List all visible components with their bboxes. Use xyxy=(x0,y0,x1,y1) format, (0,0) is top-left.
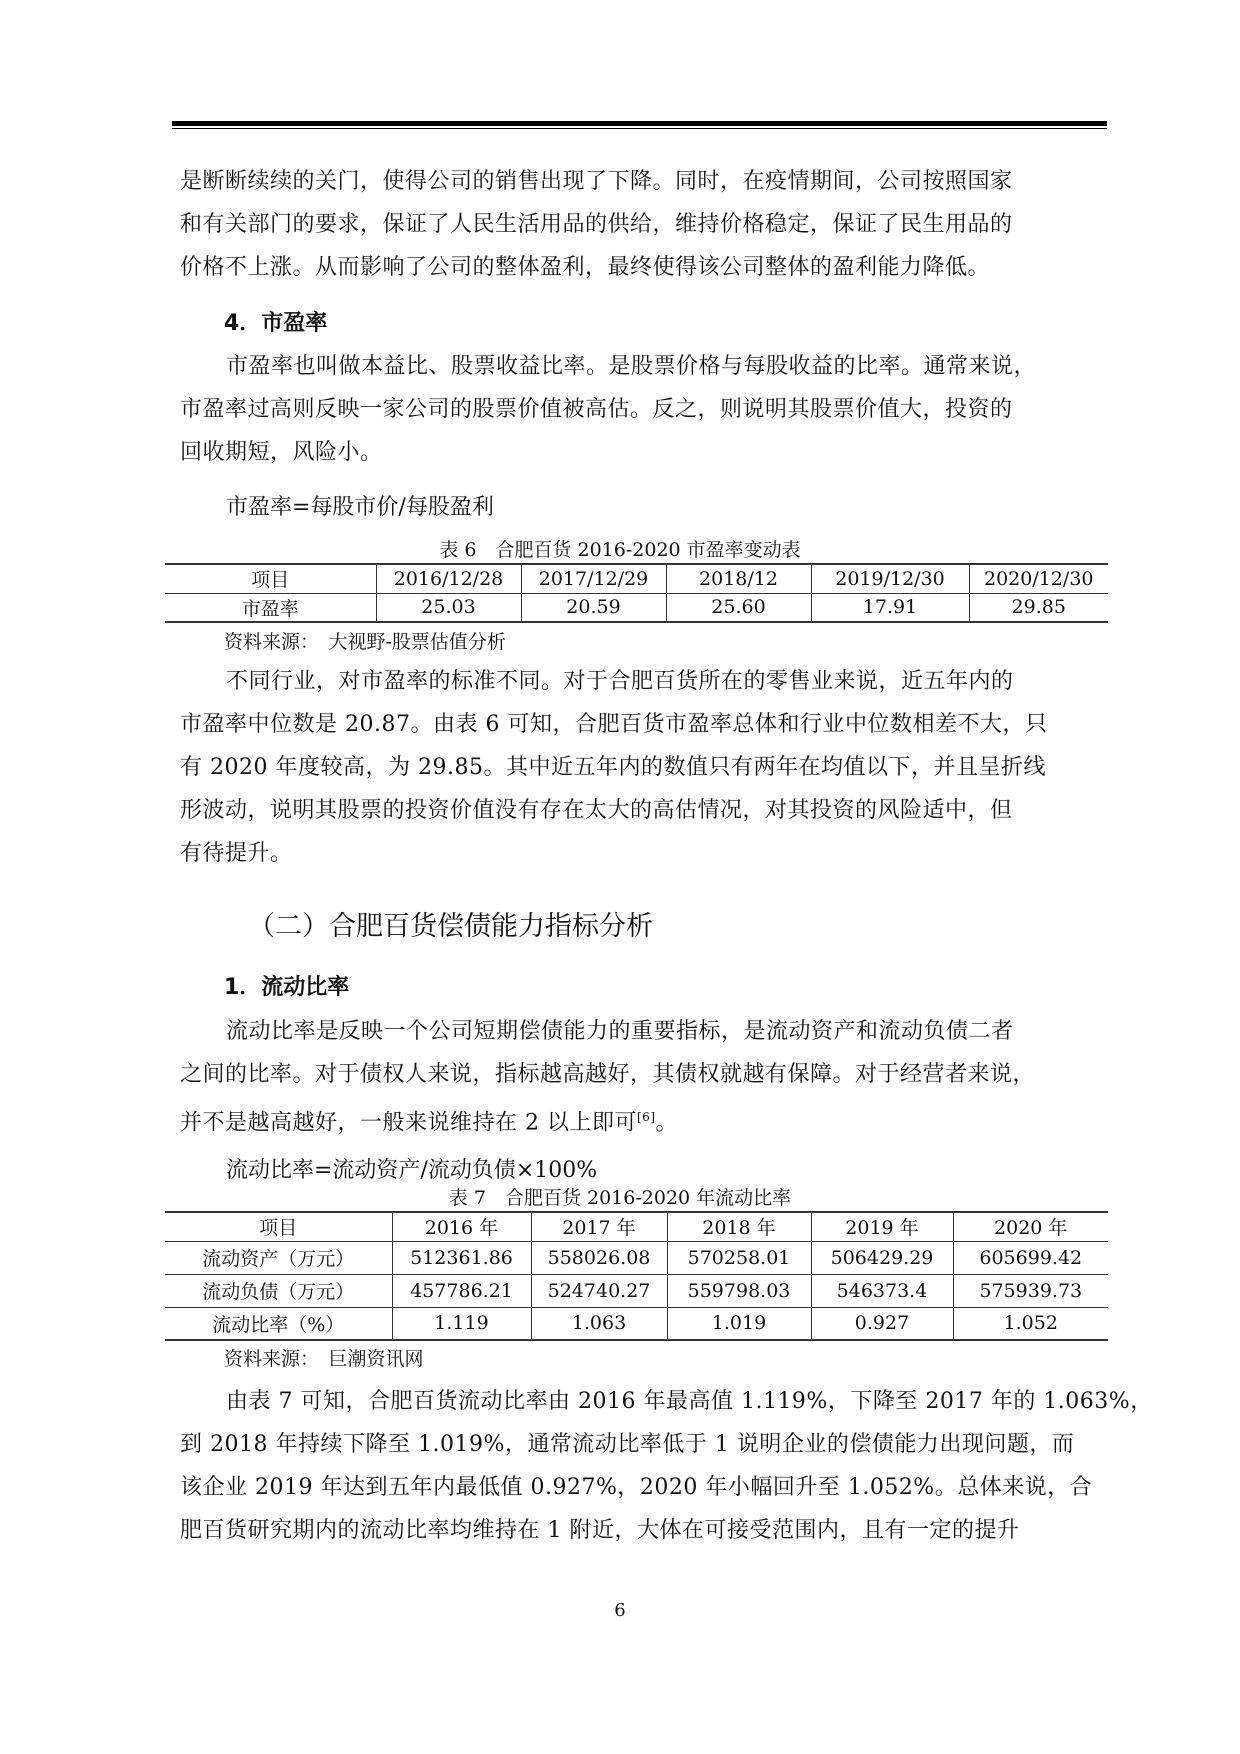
table-header-cell: 2016/12/28 xyxy=(376,564,521,593)
paragraph-line xyxy=(180,1096,1100,1144)
paragraph-line: 该企业 2019 年达到五年内最低值 0.927%，2020 年小幅回升至 1.052%。总体来说，合 xyxy=(180,1475,1093,1500)
current-ratio-formula: 流动比率=流动资产/流动负债×100% xyxy=(226,1158,598,1183)
table-header-cell: 2018/12 xyxy=(666,564,811,593)
table-header-cell: 项目 xyxy=(165,1212,392,1241)
section-heading-current-ratio: 1．流动比率 xyxy=(224,975,350,1000)
table-row xyxy=(165,1241,1108,1274)
table-cell: 1.052 xyxy=(953,1307,1108,1340)
paragraph-line: 不同行业，对市盈率的标准不同。对于合肥百货所在的零售业来说，近五年内的 xyxy=(226,669,1014,694)
table-cell: 20.59 xyxy=(521,593,666,622)
table6-header-row xyxy=(165,564,1108,593)
table-cell: 流动比率（%） xyxy=(165,1307,392,1340)
paragraph-line: 市盈率中位数是 20.87。由表 6 可知，合肥百货市盈率总体和行业中位数相差不大，只 xyxy=(180,712,1048,737)
pe-analysis-paragraph xyxy=(180,660,1100,875)
pe-ratio-formula: 市盈率=每股市价/每股盈利 xyxy=(226,495,494,520)
paragraph-text: 并不是越高越好，一般来说维持在 2 以上即可 xyxy=(180,1110,637,1136)
paragraph-line: 有待提升。 xyxy=(180,841,293,866)
table-row xyxy=(165,1274,1108,1307)
table-cell: 流动资产（万元） xyxy=(165,1241,392,1274)
table-cell: 25.03 xyxy=(376,593,521,622)
table6-caption: 表 6 合肥百货 2016-2020 市盈率变动表 xyxy=(439,539,801,561)
paragraph-line: 到 2018 年持续下降至 1.019%，通常流动比率低于 1 说明企业的偿债能力出现问题，而 xyxy=(180,1432,1075,1457)
paragraph-line: 价格不上涨。从而影响了公司的整体盈利，最终使得该公司整体的盈利能力降低。 xyxy=(180,255,991,280)
page-number: 6 xyxy=(614,1600,626,1621)
table-header-cell: 2017 年 xyxy=(531,1212,667,1241)
paragraph-line: 形波动，说明其股票的投资价值没有存在太大的高估情况，对其投资的风险适中，但 xyxy=(180,798,1013,823)
table-cell: 25.60 xyxy=(666,593,811,622)
table-row xyxy=(165,593,1108,622)
paragraph-text: 。 xyxy=(655,1110,679,1136)
paragraph-line: 肥百货研究期内的流动比率均维持在 1 附近，大体在可接受范围内，且有一定的提升 xyxy=(180,1518,1020,1543)
table6-source: 资料来源： 大视野-股票估值分析 xyxy=(224,631,506,653)
paragraph-line: 市盈率过高则反映一家公司的股票价值被高估。反之，则说明其股票价值大，投资的 xyxy=(180,397,1013,422)
paragraph-line: 回收期短，风险小。 xyxy=(180,440,383,465)
table-cell: 17.91 xyxy=(811,593,969,622)
table-cell: 0.927 xyxy=(811,1307,953,1340)
table-cell: 512361.86 xyxy=(392,1241,531,1274)
table-cell: 546373.4 xyxy=(811,1274,953,1307)
table-header-cell: 2017/12/29 xyxy=(521,564,666,593)
table-cell: 559798.03 xyxy=(667,1274,811,1307)
table-header-cell: 2020/12/30 xyxy=(969,564,1108,593)
intro-paragraph xyxy=(180,160,1100,289)
table-header-cell: 2016 年 xyxy=(392,1212,531,1241)
paragraph-line: 由表 7 可知，合肥百货流动比率由 2016 年最高值 1.119%，下降至 2017 年的 1.063%， xyxy=(226,1389,1153,1414)
paragraph-line: 和有关部门的要求，保证了人民生活用品的供给，维持价格稳定，保证了民生用品的 xyxy=(180,212,1013,237)
table7-current-ratio xyxy=(165,1211,1108,1341)
paragraph-line: 之间的比率。对于债权人来说，指标越高越好，其债权就越有保障。对于经营者来说， xyxy=(180,1062,1036,1087)
section-heading-pe-ratio: 4．市盈率 xyxy=(224,311,328,336)
paragraph-line: 市盈率也叫做本益比、股票收益比率。是股票价格与每股收益的比率。通常来说， xyxy=(226,354,1037,379)
table-cell: 605699.42 xyxy=(953,1241,1108,1274)
header-rule xyxy=(172,121,1107,129)
table-cell: 558026.08 xyxy=(531,1241,667,1274)
table7-caption: 表 7 合肥百货 2016-2020 年流动比率 xyxy=(448,1187,792,1209)
paragraph-line: 是断断续续的关门，使得公司的销售出现了下降。同时，在疫情期间，公司按照国家 xyxy=(180,169,1013,194)
table6-pe-ratio xyxy=(165,563,1108,623)
table-header-cell: 2019/12/30 xyxy=(811,564,969,593)
paragraph-line: 有 2020 年度较高，为 29.85。其中近五年内的数值只有两年在均值以下，并且呈折线 xyxy=(180,755,1046,780)
table-cell: 29.85 xyxy=(969,593,1108,622)
current-ratio-analysis-paragraph xyxy=(180,1380,1153,1552)
section-heading-solvency: （二）合肥百货偿债能力指标分析 xyxy=(248,911,653,942)
table-cell: 市盈率 xyxy=(165,593,376,622)
citation-ref[interactable]: [6] xyxy=(637,1110,656,1124)
current-ratio-paragraph xyxy=(180,1010,1100,1144)
table-cell: 1.019 xyxy=(667,1307,811,1340)
table-header-cell: 项目 xyxy=(165,564,376,593)
table-cell: 流动负债（万元） xyxy=(165,1274,392,1307)
table-cell: 1.119 xyxy=(392,1307,531,1340)
table-row xyxy=(165,1307,1108,1340)
table-cell: 506429.29 xyxy=(811,1241,953,1274)
table-cell: 570258.01 xyxy=(667,1241,811,1274)
header-rule-thin xyxy=(172,128,1107,129)
header-rule-thick xyxy=(172,121,1107,126)
table-cell: 575939.73 xyxy=(953,1274,1108,1307)
table-cell: 524740.27 xyxy=(531,1274,667,1307)
table-header-cell: 2020 年 xyxy=(953,1212,1108,1241)
pe-ratio-paragraph xyxy=(180,345,1100,474)
table-header-cell: 2019 年 xyxy=(811,1212,953,1241)
table-cell: 457786.21 xyxy=(392,1274,531,1307)
table7-header-row xyxy=(165,1212,1108,1241)
paragraph-line: 流动比率是反映一个公司短期偿债能力的重要指标，是流动资产和流动负债二者 xyxy=(226,1019,1014,1044)
table-cell: 1.063 xyxy=(531,1307,667,1340)
table7-source: 资料来源： 巨潮资讯网 xyxy=(224,1348,424,1370)
table-header-cell: 2018 年 xyxy=(667,1212,811,1241)
